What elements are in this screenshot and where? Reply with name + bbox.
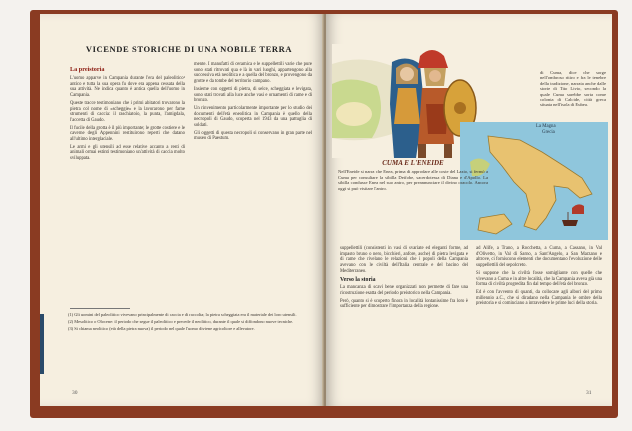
right-column-1 — [340, 246, 468, 312]
left-column-2 — [194, 62, 312, 144]
footnotes — [68, 312, 318, 331]
left-page — [40, 14, 324, 406]
right-column-2 — [476, 246, 602, 309]
paragraph: Gli oggetti di questa necropoli si conservano in gran parte nel museo di Paestum. — [194, 130, 312, 142]
section-heading: Verso la storia — [340, 276, 376, 283]
paragraph: ad Alife, a Trano, a Rocchetta, a Cuma, a Cassano, in Val d'Olivetto, in Val di Sarno, a Sant'Angelo, a San Marzano e altrove, ci forniscono elementi che documentano l'evoluzione delle suppellettili del sepolcreto. — [476, 246, 602, 269]
footnote: (3) Si chiama neolitico (età della pietra nuova) il periodo nel quale l'uomo diviene agricoltore e allevatore. — [68, 326, 255, 332]
section-heading: La preistoria — [70, 66, 105, 73]
page-edge-strip — [40, 314, 44, 374]
paragraph: Ed è con l'avvento di quanti, da collocare agli albori del primo millennio a.C., che si diradano nella Campania le ombre della preistoria e si cominciano a intravedere le prime luci della storia. — [476, 289, 602, 307]
caption-title: CUMA E L'ENEIDE — [382, 159, 444, 167]
paragraph: La mancanza di scavi bene organizzati non permette di fare una ricostruzione esatta del periodo preistorico nella Campania. — [340, 285, 468, 296]
paragraph: Le armi e gli utensili ad esse relative accanto a resti di animali ormai estinti testimoniano un'attività di caccia molto sviluppata. — [70, 144, 185, 162]
paragraph: Si suppone che la civiltà fosse somigliante con quelle che vivevano a Cuma e in altre località, che la Campania aveva già una forma di civiltà progredita fin dal tempo dell'età del bronzo. — [476, 270, 602, 288]
page-number: 31 — [586, 390, 592, 396]
paragraph: suppellettili (consistenti in vasi di svariate ed eleganti forme, ad impasto bruno o nero, bicchieri, anfore, asche) di pietra levigata e di rame che rivelano le relazioni che i popoli della Campania avevano con le civiltà dell'Italia centrale e del bacino del Mediterraneo. — [340, 246, 468, 274]
paragraph: Queste tracce testimoniano che i primi abitatori trovarono la pietra col nome di «scheggie» e la lavorarono per farne strumenti di caccia: il raschiatoio, la punta, l'amigdala, l'accetta di Gaudo. — [70, 100, 185, 123]
footnote-divider — [70, 308, 130, 309]
chapter-title: VICENDE STORICHE DI UNA NOBILE TERRA — [85, 44, 293, 54]
paragraph: Insieme con oggetti di pietra, di selce, scheggiata e levigata, sono stati trovati alla luce anche vasi e ornamenti di rame e di bronzo. — [194, 86, 312, 104]
top-right-text: di Cuma, dice che sorge nell'ombroso ritiro e fra le tenebre della tradizione, narrata anche dalle storie di Tito Livio, secondo la quale Cuma sarebbe sorta come colonia di Calcide, città greca situata nell'isola di Eubea. — [540, 70, 606, 108]
right-page — [326, 14, 612, 406]
paragraph: Un rinvenimento particolarmente importante per lo studio dei documenti dell'età eneolitica in Campania è quello della necropoli di Gaudo, scoperta nel 1943 da una pattuglia di soldati. — [194, 105, 312, 129]
map-title-line-1: La Magna — [536, 124, 556, 129]
left-column-1 — [70, 76, 185, 164]
footnote: (2) Mesolitico o Olocene: il periodo che segue il paleolitico e precede il neolitico, durante il quale si diffondono nuove tecniche. — [68, 319, 294, 325]
map-title-line-2: Grecia — [542, 130, 555, 135]
paragraph: Il fucile della grotta è il più importante; le grotte costiere e le caverne degli Appennini restituirono reperti che datano all'ultimo interglaciale. — [70, 125, 185, 143]
paragraph: mente. I manufatti di ceramica e le suppellettili varie che pure sono stati ritrovati qua e là in vari luoghi, appartengono alla successiva età neolitica e a quella del bronzo, e provengono da grotte e da tombe del territorio campano. — [194, 62, 312, 85]
illustration-caption — [338, 159, 488, 191]
paragraph: L'uomo apparve in Campania durante l'era del paleolitico¹ antico e tutta la sua opera fu dove era appena cessata della sua attività. Ne indica quanto è antica quella dell'uomo in Campania. — [70, 76, 185, 99]
paragraph: Però, quanto si è scoperto finora in località lontanissime fra loro è sufficiente per dimostrare l'importanza della regione. — [340, 298, 468, 310]
caption-text: Nell'Eneide si narra che Enea, prima di approdare alle coste del Lazio, si fermò a Cuma per consultare la sibilla Deifobe, sacerdotessa di Diana e d'Apollo. La sibilla condusse Enea nel suo antro, per preannunciare il divino oracolo. Ancora oggi si può visitare l'antro. — [338, 169, 488, 191]
footnote: (1) Gli uomini del paleolitico vivevano principalmente di caccia e di raccolta; la pietra scheggiata era il materiale dei loro utensili. — [68, 312, 297, 317]
page-number: 30 — [72, 390, 78, 396]
